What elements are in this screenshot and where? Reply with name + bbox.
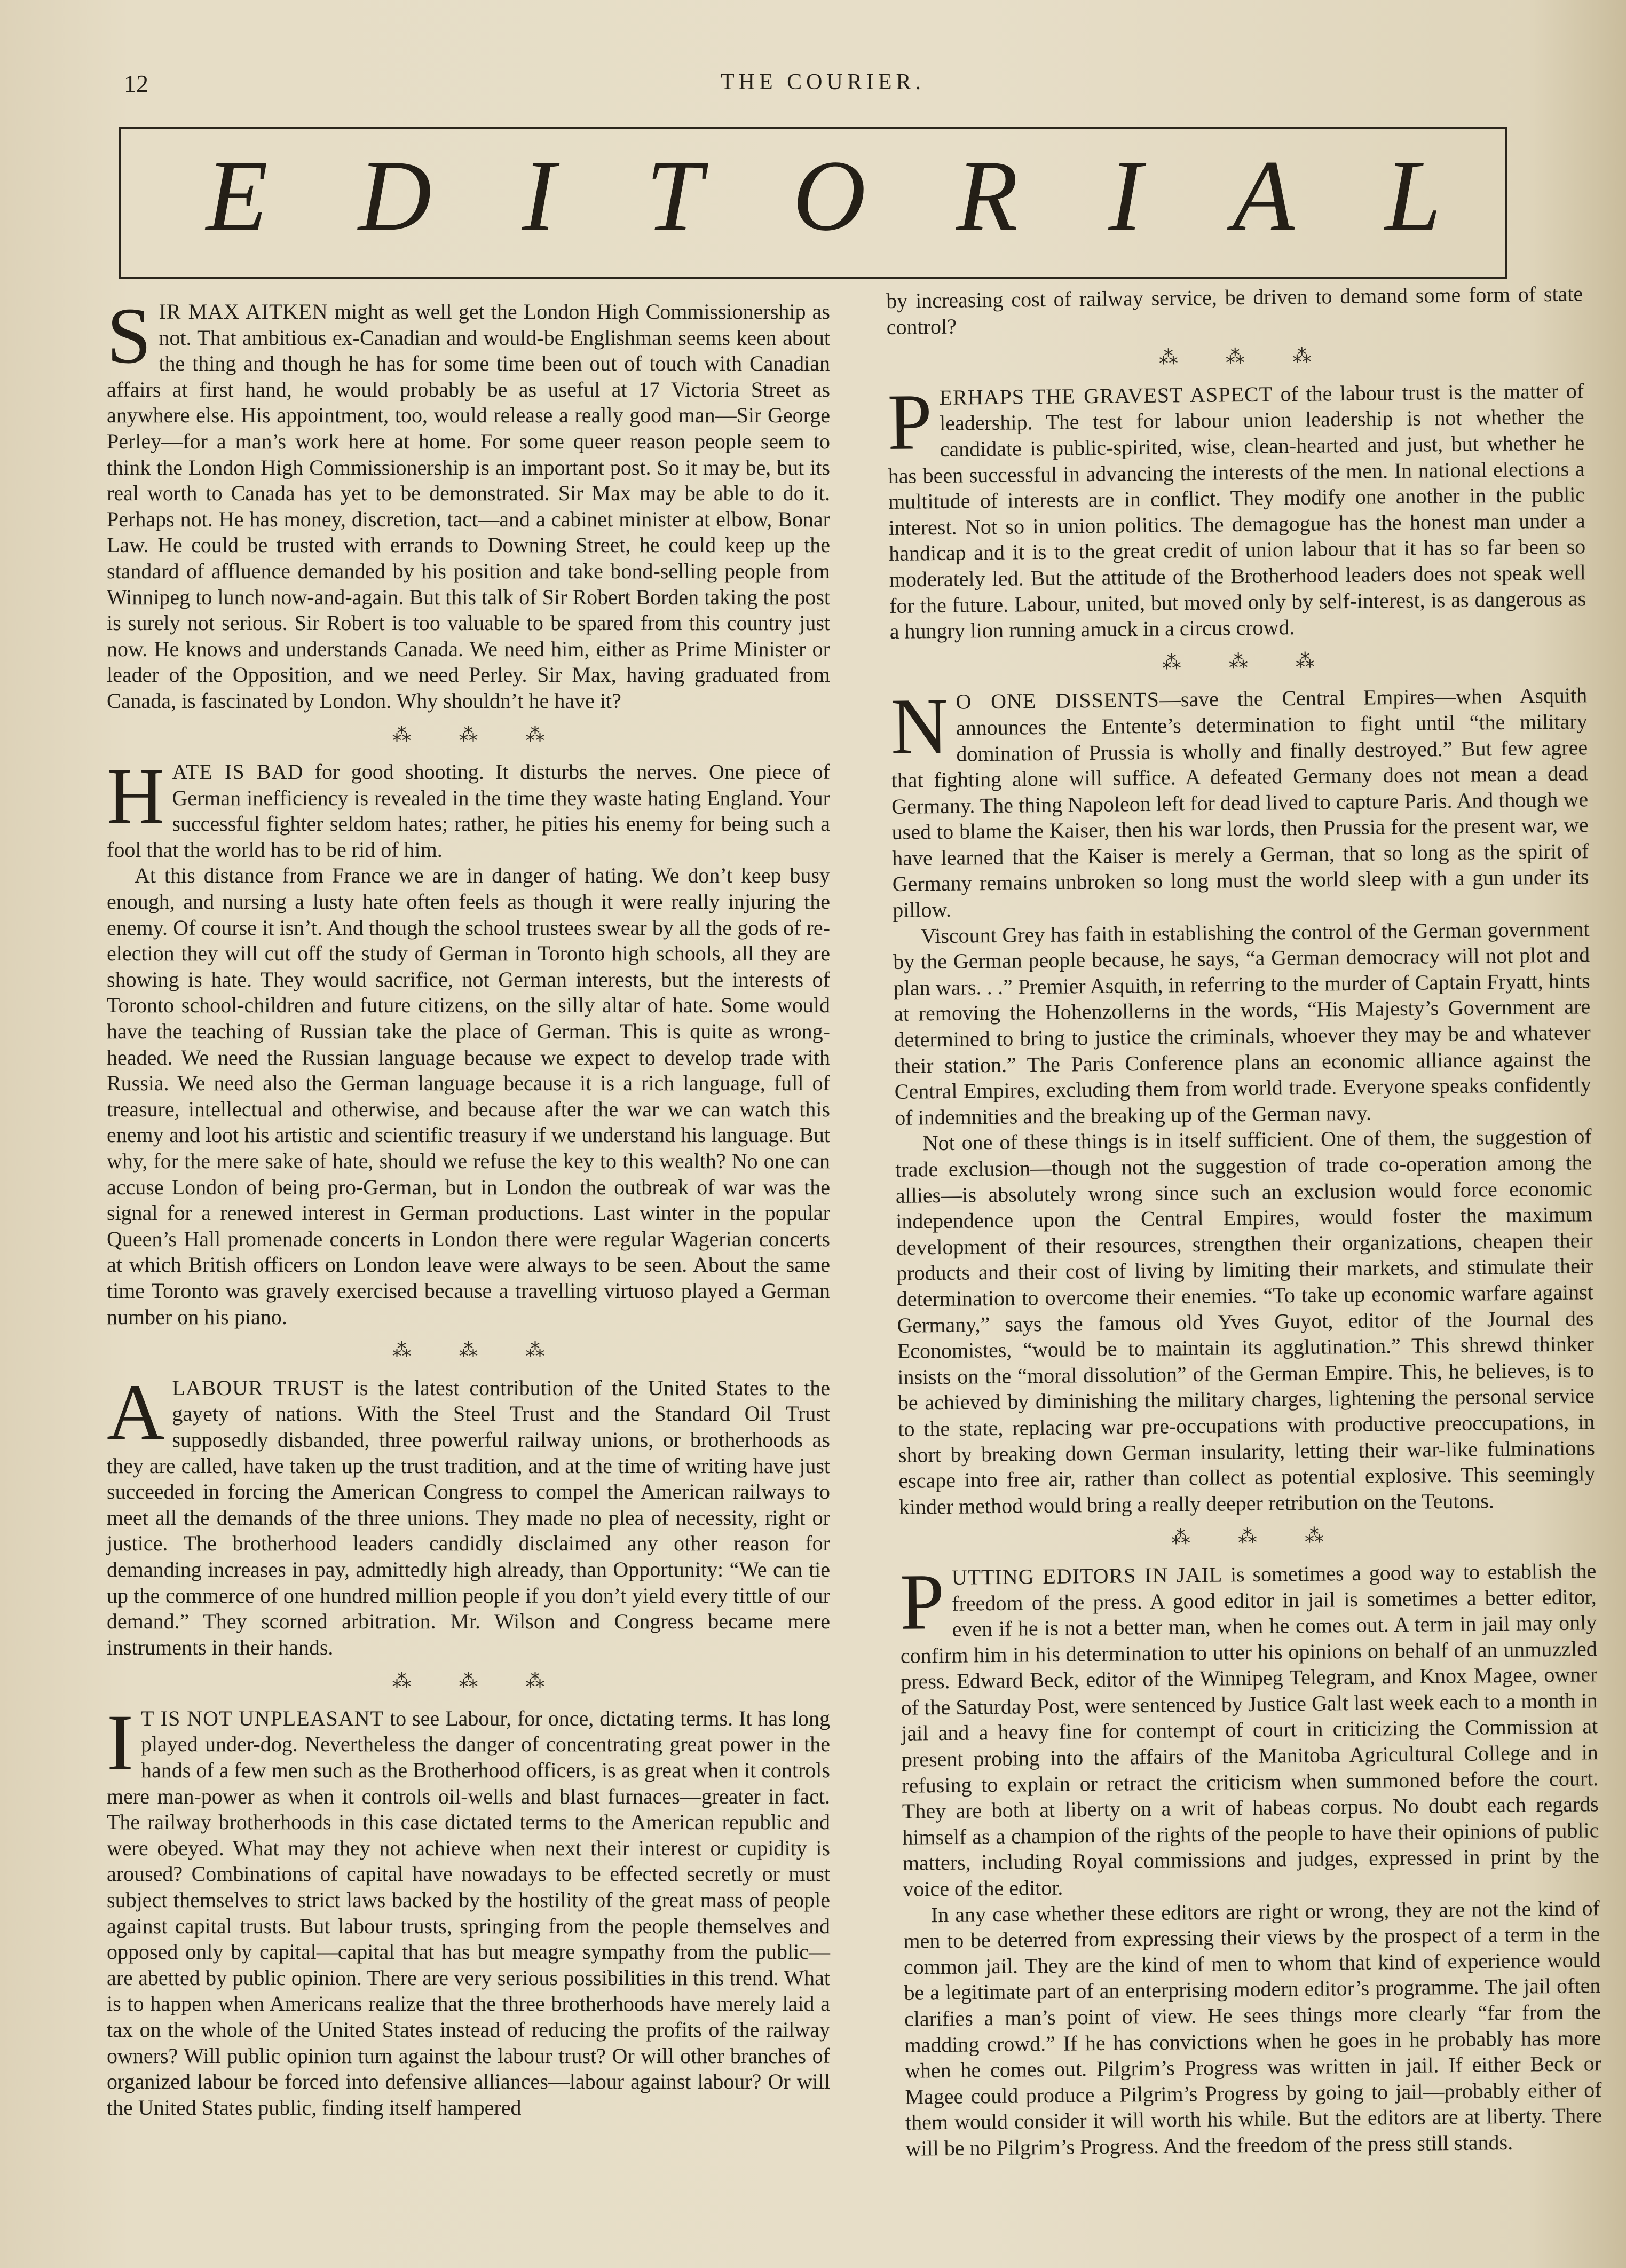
editorial-paragraph [893,916,1591,1131]
section-ornament: ⁂ ⁂ ⁂ [1162,649,1337,673]
paragraph-text: At this distance from France we are in danger of hating. We don’t keep busy enough, and nursing a lusty hate often feels as though it were really injuring the enemy. Of course it isn’t. And though the school trustees swear by all the gods of re-election they will cut off the study of German in Toronto high schools, all they are showing is hate. They would sacrifice, not German interests, but the interests of Toronto school-children and future citizens, on the silly altar of hate. Some would have the teaching of Russian take the place of German. This is quite as wrong-headed. We need the Russian language because we expect to develop trade with Russia. We need also the German language because it is a rich language, full of treasure, intellectual and otherwise, and because after the war we can watch this enemy and loot his artistic and scientific treasury if we understand his language. But why, for the mere sake of hate, should we refuse the key to this wealth? No one can accuse London of being pro-German, but in London the outbreak of war was the signal for a renewed interest in German productions. Last winter in the popular Queen’s Hall promenade concerts in London there were regular Wagerian concerts at which British officers on London leave were always to be seen. About the same time Toronto was gravely exercised because a travelling virtuoso played a German number on his piano. [107,863,830,1329]
editorial-section [107,1698,830,2121]
masthead-letter: D [358,140,432,252]
editorial-paragraph [890,683,1590,924]
editorial-paragraph [899,1558,1600,1902]
lead-in: UTTING EDITORS IN JAIL [951,1562,1223,1589]
section-ornament: ⁂ ⁂ ⁂ [1158,345,1333,368]
paragraph-text: for good shooting. It disturbs the nerves. One piece of German inefficiency is revealed in the time they waste hating England. Your successful fighter seldom hates; rather, he pities his enemy for being such a fool that the world has to be rid of him. [107,760,830,862]
editorial-section [890,683,1596,1521]
page-number: 12 [124,70,148,97]
paragraph-text: Not one of these things is in itself sufficient. One of them, the suggestion of trade exclusion—though not the suggestion of trade co-operation among the allies—is absolutely wrong since such an exclusion would force economic independence upon the Central Empires, would foster the maximum development of their resources, strengthen their organizations, cheapen their products and their cost of living by limiting their markets, and stimulate their determination to overcome their enemies. “To take up economic warfare against Germany,” says the famous old Yves Guyot, editor of the Journal des Economistes, “would be to maintain its agglutination.” This shrewd thinker insists on the “moral dissolution” of the German Empire. This, he believes, is to be achieved by diminishing the military charges, lightening the personal service to the state, replacing war pre-occupations with productive preoccupations, in short by breaking down German insularity, letting their war-like fulminations escape into free air, rather than collect as potential explosive. This seemingly kinder method would bring a really deeper retribution on the Teutons. [895,1124,1596,1519]
masthead-letter: R [956,140,1019,252]
paragraph-text: might as well get the London High Commissionership as not. That ambitious ex-Canadian and would-be Englishman seems keen about the thing and though he has for some time been out of touch with Canadian affairs at first hand, he would probably be as useful at 17 Victoria Street as anywhere else. His appointment, too, would release a really good man—Sir George Perley—for a man’s work here at home. For some queer reason people seem to think the London High Commissionership is an important post. So it may be, but its real worth to Canada has yet to be demonstrated. Sir Max may be able to do it. Perhaps not. He has money, discretion, tact—and a cabinet minister at elbow, Bonar Law. He could be trusted with errands to Downing Street, he could keep up the standard of affluence demanded by his position and take bond-selling people from Winnipeg to lunch now-and-again. But this talk of Sir Robert Borden taking the post is surely not serious. Sir Robert is too valuable to be spared from this country just now. He knows and understands Canada. We need him, either as Prime Minister or leader of the Opposition, and we need Perley. Sir Max, having graduated from Canada, is fascinated by London. Why shouldn’t he have it? [107,300,830,713]
paragraph-text: In any case whether these editors are right or wrong, they are not the kind of men to be deterred from expressing their views by the prospect of a term in the common jail. They are the kind of men to whom that kind of experience would be a legitimate part of an enterprising modern editor’s programme. The jail often clarifies a man’s point of view. He sees things more clearly “far from the madding crowd.” If he has convictions when he goes in he probably has more when he comes out. Pilgrim’s Progress was written in jail. If either Beck or Magee could produce a Pilgrim’s Progress by going to jail—probably either of them would consider it will worth his while. But the editors are at liberty. There will be no Pilgrim’s Progress. And the freedom of the press still stands. [903,1895,1603,2161]
drop-cap: P [887,377,933,467]
paragraph-text: —save the Central Empires—when Asquith announces the Entente’s determination to fight until “the military domination of Prussia is wholly and finally destroyed.” But few agree that fighting alone will suffice. A defeated Germany does not mean a dead Germany. The thing Napoleon left for dead lived to capture Paris. And though we used to blame the Kaiser, then his war lords, then Prussia for the present war, we have learned that the Kaiser is merely a German, that so long as the spirit of Germany remains unbroken so long must the world sleep with a gun under its pillow. [891,683,1589,922]
masthead-letter: I [1108,140,1142,252]
lead-in: LABOUR TRUST [172,1375,344,1400]
section-ornament: ⁂ ⁂ ⁂ [392,723,566,745]
drop-cap: A [107,1367,165,1456]
paragraph-text: by increasing cost of railway service, be driven to demand some form of state control? [886,281,1583,339]
lead-in: IR MAX AITKEN [159,300,328,324]
paragraph-text: is the latest contribution of the United States to the gayety of nations. With the Steel Trust and the Standard Oil Trust supposedly disbanded, three powerful railway unions, or brotherhoods as they are called, have taken up the trust tradition, and at the time of writing have just succeeded in forcing the American Congress to compel the American railways to meet all the demands of the three unions. They made no plea of necessity, right or justice. The brotherhood leaders candidly disclaimed any other reason for demanding increases in pay, admittedly high already, than Opportunity: “We can tie up the commerce of one hundred million people if you don’t yield every tittle of our demand.” They scorned arbitration. Mr. Wilson and Congress became mere instruments in their hands. [107,1375,830,1659]
masthead-letter: T [646,140,703,252]
section-ornament: ⁂ ⁂ ⁂ [392,1340,566,1361]
paragraph-text: Viscount Grey has faith in establishing the control of the German government by the German people because, he says, “a German democracy will not plot and plan wars. . .” Premier Asquith, in referring to the murder of Captain Fryatt, hints at removing the Hohenzollerns in the words, “His Majesty’s Government are determined to bring to justice the criminals, whoever they may be and whatever their station.” The Paris Conference plans an economic alliance against the Central Empires, excluding them from world trade. Everyone speaks confidently of indemnities and the breaking up of the German navy. [893,916,1591,1130]
right-column [886,281,1603,2162]
editorial-paragraph [895,1124,1596,1521]
editorial-paragraph [107,863,830,1330]
masthead-letter: A [1233,140,1295,252]
editorial-paragraph [886,281,1583,340]
editorial-section [107,752,830,1330]
paragraph-text: is sometimes a good way to establish the freedom of the press. A good editor in jail is sometimes a better editor, even if he is not a better man, when he comes out. A term in jail may only confirm him in his determination to utter his opinions on behalf of an unmuzzled press. Edward Beck, editor of the Winnipeg Telegram, and Knox Magee, owner of the Saturday Post, were sentenced by Justice Galt last week each to a month in jail and a heavy fine for contempt of court in criticizing the Commission at present probing into the affairs of the Manitoba Agricultural College and in refusing to explain or retract the criticism when summoned before the court. They are both at liberty on a writ of habeas corpus. No doubt each regards himself as a champion of the rights of the people to have their opinions of public matters, including Royal commissions and judges, expressed in print by the voice of the editor. [900,1558,1600,1901]
paragraph-text: of the labour trust is the matter of leadership. The test for labour union leadership is not whether the candidate is public-spirited, wise, clean-hearted and just, but whether he has been successful in advancing the interests of the men. In national elections a multitude of interests are in conflict. They modify one another in the public interest. Not so in union politics. The demagogue has the honest man under a handicap and it is to the great credit of union labour that it has so far been so moderately led. But the attitude of the Brotherhood leaders does not speak well for the future. Labour, united, but moved only by self-interest, is as dangerous as a hungry lion running amuck in a circus crowd. [888,379,1586,644]
editorial-section [107,292,830,714]
editorial-paragraph [107,752,830,863]
running-head: THE COURIER. [721,70,925,94]
editorial-section [886,281,1583,340]
editorial-paragraph [107,1698,830,2121]
left-column [107,292,830,2121]
editorial-paragraph [903,1895,1603,2162]
lead-in: ATE IS BAD [172,760,304,784]
editorial-paragraph [107,1367,830,1661]
masthead-letter: O [792,140,866,252]
masthead-letter: L [1385,140,1441,252]
drop-cap: I [107,1698,133,1787]
lead-in: T IS NOT UNPLEASANT [140,1706,384,1730]
lead-in: O ONE DISSENTS [956,687,1160,714]
masthead-letter: E [206,140,269,252]
editorial-masthead [119,127,1507,279]
lead-in: ERHAPS THE GRAVEST ASPECT [939,382,1273,410]
drop-cap: P [899,1557,945,1647]
editorial-section [899,1558,1603,2162]
section-ornament: ⁂ ⁂ ⁂ [1171,1525,1346,1548]
editorial-paragraph [887,378,1586,645]
drop-cap: H [107,752,165,841]
paragraph-text: to see Labour, for once, dictating terms. It has long played under-dog. Nevertheless the danger of concentrating great power in the hands of a few men such as the Brotherhood officers, is as great when it controls mere man-power as when it controls oil-wells and blast furnaces—greater in fact. The railway brotherhoods in this case dictated terms to the American republic and were obeyed. What may they not achieve when next their interest or cupidity is aroused? Combinations of capital have nowadays to be effected secretly or must subject themselves to strict laws backed by the hostility of the great mass of people against capital trusts. But labour trusts, springing from the people themselves and opposed only by capital—capital that has but meagre sympathy from the public—are abetted by public opinion. There are very serious possibilities in this trend. What is to happen when Americans realize that the three brotherhoods have merely laid a tax on the whole of the United States instead of reducing the profits of the railway owners? Will public opinion turn against the labour trust? Or will other branches of organized labour be forced into defensive alliances—labour against labour? Or will the United States public, finding itself hampered [107,1706,830,2120]
section-ornament: ⁂ ⁂ ⁂ [392,1670,566,1692]
editorial-paragraph [107,292,830,714]
masthead-title [121,140,1505,252]
drop-cap: S [107,292,152,380]
editorial-section [107,1367,830,1661]
drop-cap: N [890,682,949,771]
editorial-section [887,378,1586,645]
masthead-letter: I [522,140,556,252]
